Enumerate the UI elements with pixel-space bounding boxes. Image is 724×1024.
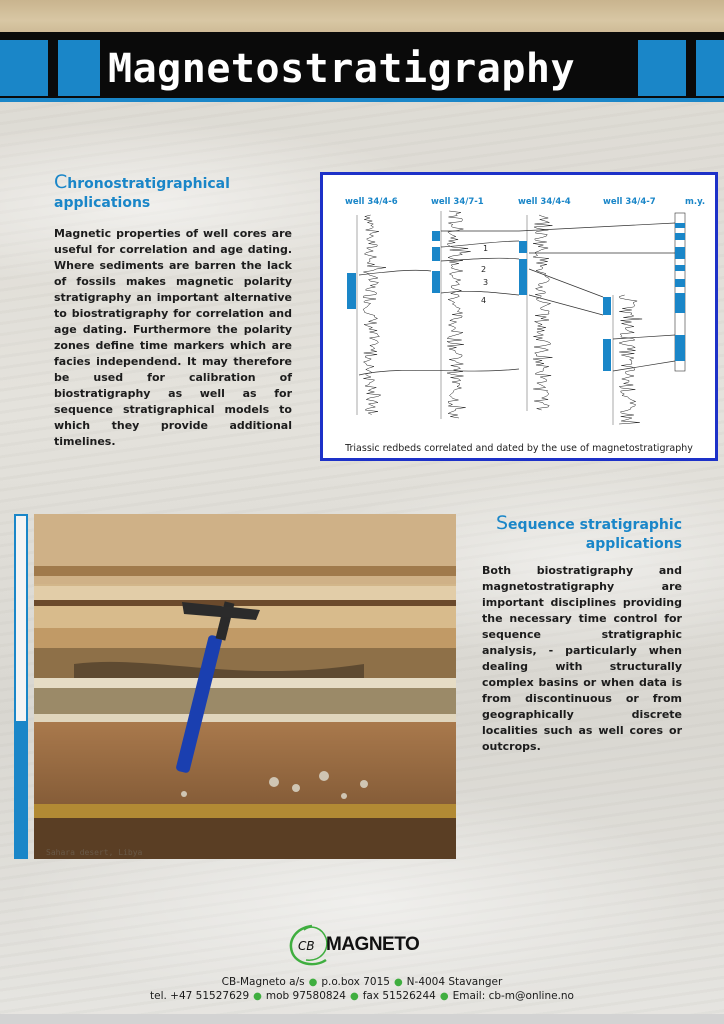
marker-4: 4 <box>481 296 487 305</box>
marker-1: 1 <box>483 244 489 253</box>
scale-bar-fill <box>16 721 26 857</box>
footer-contact <box>0 990 724 1002</box>
marker-3: 3 <box>483 278 489 287</box>
sequence-heading-line2: applications <box>585 536 682 552</box>
correlation-figure <box>320 172 718 461</box>
page-title: Magnetostratigraphy <box>108 46 576 92</box>
well-log-trace <box>533 215 552 410</box>
polarity-block <box>519 241 527 253</box>
well-label-1: well 34/4-6 <box>345 197 398 207</box>
mobile: mob 97580824 <box>265 990 346 1002</box>
bullet-icon: ● <box>349 991 359 1002</box>
sequence-heading-initial: S <box>495 512 509 534</box>
logo-text: MAGNETO <box>326 934 420 955</box>
polarity-block <box>347 273 356 309</box>
polarity-block <box>675 233 685 240</box>
postcode: N-4004 Stavanger <box>406 976 503 988</box>
polarity-block <box>432 231 440 241</box>
company-name: CB-Magneto a/s <box>221 976 305 988</box>
chrono-body-text: Magnetic properties of well cores are useful for correlation and age dating. Where sediments are barren the lack of fossils makes magnetic polarity stratigraphy an important alternative to biostratigraphy for correlation and age dating. Furthermore the polarity zones define time markers which are facies independend. It may therefore be used for calibration of biostratigraphy as well as for sequence stratigraphical models to which they provide additional timelines. <box>54 227 292 448</box>
logo-mark-text: CB <box>298 939 315 953</box>
sand-background-strip <box>0 0 724 34</box>
polarity-block <box>603 339 611 371</box>
well-log-trace <box>619 295 642 424</box>
outcrop-photo <box>34 514 456 859</box>
well-log-trace <box>447 211 471 418</box>
marker-2: 2 <box>481 265 487 274</box>
polarity-block <box>519 259 527 295</box>
polarity-block <box>675 247 685 259</box>
polarity-block <box>432 247 440 261</box>
phone: tel. +47 51527629 <box>150 990 250 1002</box>
polarity-block <box>675 293 685 313</box>
well-label-2: well 34/7-1 <box>431 197 484 207</box>
correlation-lines <box>359 223 675 375</box>
polarity-block <box>675 265 685 271</box>
chrono-heading <box>54 173 294 213</box>
photo-caption: Sahara desert, Libya <box>46 848 143 857</box>
age-axis-label: m.y. <box>685 197 706 207</box>
polarity-block <box>432 271 440 293</box>
outcrop-illustration <box>34 514 456 859</box>
bullet-icon: ● <box>439 991 449 1002</box>
sequence-body-text: Both biostratigraphy and magnetostratigraphy are important disciplines providing the necessary time control for sequence stratigraphic analysis, - particularly when dealing with structurally complex basins or when data is from discontinuous or from geographically discrete localities such as well cores or outcrops. <box>482 564 682 753</box>
bullet-icon: ● <box>308 977 318 988</box>
well-correlation-diagram <box>323 175 715 458</box>
polarity-block <box>603 297 611 315</box>
footer-address <box>0 976 724 988</box>
polarity-block <box>675 223 685 228</box>
bullet-icon: ● <box>393 977 403 988</box>
po-box: p.o.box 7015 <box>321 976 390 988</box>
photo-scale-bar <box>14 514 28 859</box>
well-logs <box>357 211 642 425</box>
polarity-block <box>675 279 685 287</box>
banner-underline <box>0 98 724 102</box>
chrono-heading-rest: hronostratigraphical <box>67 176 230 192</box>
well-label-4: well 34/4-7 <box>603 197 656 207</box>
sequence-heading-rest: equence stratigraphic <box>508 517 682 533</box>
fax: fax 51526244 <box>362 990 436 1002</box>
polarity-block <box>675 335 685 361</box>
chrono-heading-line2: applications <box>54 195 151 211</box>
well-log-trace <box>363 215 386 415</box>
bullet-icon: ● <box>253 991 262 1002</box>
chrono-heading-initial: C <box>54 171 68 193</box>
email-link[interactable]: Email: cb-m@online.no <box>452 990 574 1002</box>
bottom-strip <box>0 1014 724 1024</box>
well-label-3: well 34/4-4 <box>518 197 571 207</box>
title-banner <box>0 32 724 102</box>
sequence-heading <box>470 514 682 554</box>
figure-caption: Triassic redbeds correlated and dated by the use of magnetostratigraphy <box>345 443 693 454</box>
